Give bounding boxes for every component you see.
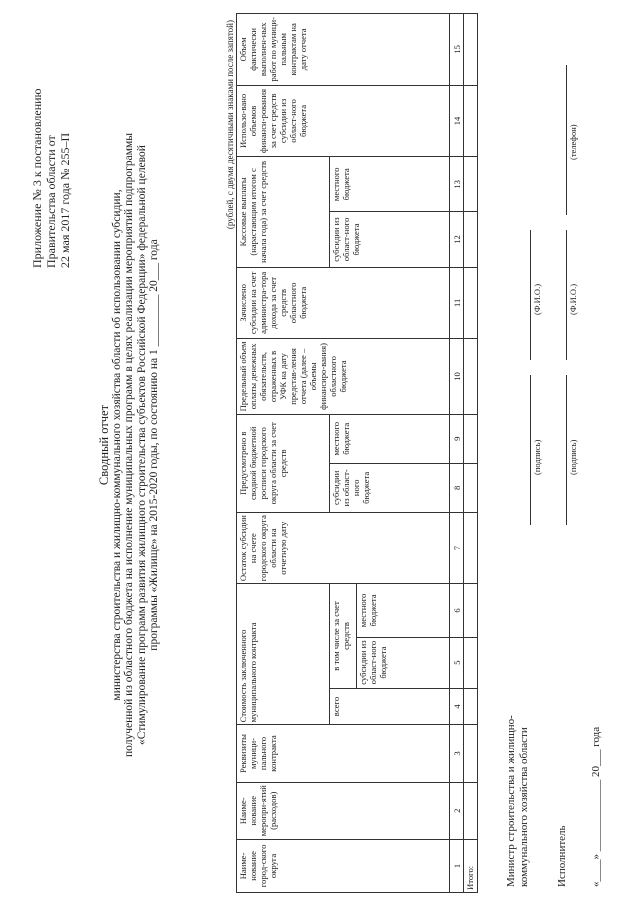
col-header-8: Предусмотрено в сводной бюджетной росписи городского округа области за счет средств: [237, 414, 330, 512]
executor-signature-line: [566, 375, 567, 525]
executor-signature-caption: (подпись): [568, 439, 578, 475]
report-table: [236, 13, 478, 893]
table-cell: [464, 584, 478, 637]
column-number: 12: [450, 212, 464, 267]
header-row-1: [237, 14, 330, 893]
column-number: 7: [450, 512, 464, 584]
column-number: 11: [450, 267, 464, 339]
column-number: 15: [450, 14, 464, 86]
name-line: [530, 230, 531, 360]
col-header-4b: в том числе за счет средств: [330, 584, 357, 688]
date-line: «____» _____________ 20___ года: [590, 726, 602, 887]
title-line-3: полученной из областного бюджета на исполнение муниципальных программ в целях реализации мероприятий подпрограммы: [123, 132, 135, 758]
column-number: 4: [450, 688, 464, 725]
signature-line: [530, 375, 531, 525]
column-number: 8: [450, 463, 464, 512]
title-line-1: Сводный отчет: [97, 404, 111, 486]
column-number: 13: [450, 157, 464, 212]
units-note: (рублей, с двумя десятичными знаками после запятой): [225, 20, 235, 230]
total-label: Итого:: [464, 839, 478, 892]
col-header-14: Использо-вано объемов финанси-рования за счет средств субсидии из област-ного бюджета: [237, 85, 450, 157]
col-header-11: Зачислено субсидии на счет администра-тора дохода за счет средств областного бюджета: [237, 267, 450, 339]
column-number: 6: [450, 584, 464, 637]
table-cell: [464, 637, 478, 688]
table-cell: [464, 85, 478, 157]
table-cell: [464, 782, 478, 839]
table-cell: [464, 157, 478, 212]
executor-label: Исполнитель: [556, 825, 568, 887]
table-cell: [464, 463, 478, 512]
col-header-8a: субсидии из област-ного бюджета: [330, 463, 450, 512]
title-line-4: «Стимулирование программ развития жилищного строительства субъектов Российской Федерации» федеральной целевой: [135, 145, 148, 745]
table-cell: [464, 414, 478, 463]
table-cell: [464, 339, 478, 415]
column-number: 3: [450, 725, 464, 782]
col-header-2: Наиме-нование меропри-ятий (расходов): [237, 782, 450, 839]
signature-caption: (подпись): [532, 439, 542, 475]
phone-line: [566, 65, 567, 215]
table-cell: [464, 725, 478, 782]
column-number: 2: [450, 782, 464, 839]
table-cell: [464, 212, 478, 267]
column-number: 9: [450, 414, 464, 463]
title-line-5: программы «Жилище» на 2015-2020 годы, по состоянию на 1 _________ 20___ года: [148, 239, 160, 651]
column-number-row: [450, 14, 464, 893]
col-header-12b: местного бюджета: [330, 157, 450, 212]
column-number: 5: [450, 637, 464, 688]
col-header-10: Предельный объем оплаты денежных обязательств, отраженных в УФК на дату представ-ления отчета (далее – объемы финансиро-вания) областного бюджета: [237, 339, 450, 415]
appendix-line-2: Правительства области от: [44, 135, 58, 268]
col-header-12a: субсидии из област-ного бюджета: [330, 212, 450, 267]
appendix-line-1: Приложение № 3 к постановлению: [30, 88, 44, 268]
col-header-4a: всего: [330, 688, 450, 725]
phone-caption: (телефон): [568, 124, 578, 160]
col-header-7: Остаток субсидии на счете городского округа области на отчетную дату: [237, 512, 450, 584]
col-header-1: Наиме-нование город-ского округа: [237, 839, 450, 892]
title-line-2: министерства строительства и жилищно-коммунального хозяйства области об использовании субсидии,: [110, 189, 123, 701]
column-number: 14: [450, 85, 464, 157]
table-cell: [464, 14, 478, 86]
col-header-12: Кассовые выплаты (нарастающим итогом с начала года) за счет средств: [237, 157, 330, 267]
col-header-8b: местного бюджета: [330, 414, 450, 463]
table-cell: [464, 688, 478, 725]
col-header-3: Реквизиты муници-пального контракта: [237, 725, 450, 782]
executor-name-caption: (Ф.И.О.): [568, 283, 578, 315]
column-number: 10: [450, 339, 464, 415]
col-header-15: Объем фактически выполнен-ных работ по муници-пальным контрактам на дату отчета: [237, 14, 450, 86]
executor-name-line: [566, 230, 567, 360]
col-header-4b1: субсидии из област-ного бюджета: [357, 637, 450, 688]
minister-title: Министр строительства и жилищно-коммунального хозяйства области: [505, 715, 530, 887]
col-header-4: Стоимость заключенного муниципального контракта: [237, 584, 330, 725]
name-caption: (Ф.И.О.): [532, 283, 542, 315]
total-row: [464, 14, 478, 893]
column-number: 1: [450, 839, 464, 892]
table-cell: [464, 512, 478, 584]
report-title: [98, 15, 161, 875]
table-cell: [464, 267, 478, 339]
appendix-line-3: 22 мая 2017 года № 255–П: [58, 132, 72, 268]
appendix-note: [30, 8, 72, 268]
col-header-4b2: местного бюджета: [357, 584, 450, 637]
